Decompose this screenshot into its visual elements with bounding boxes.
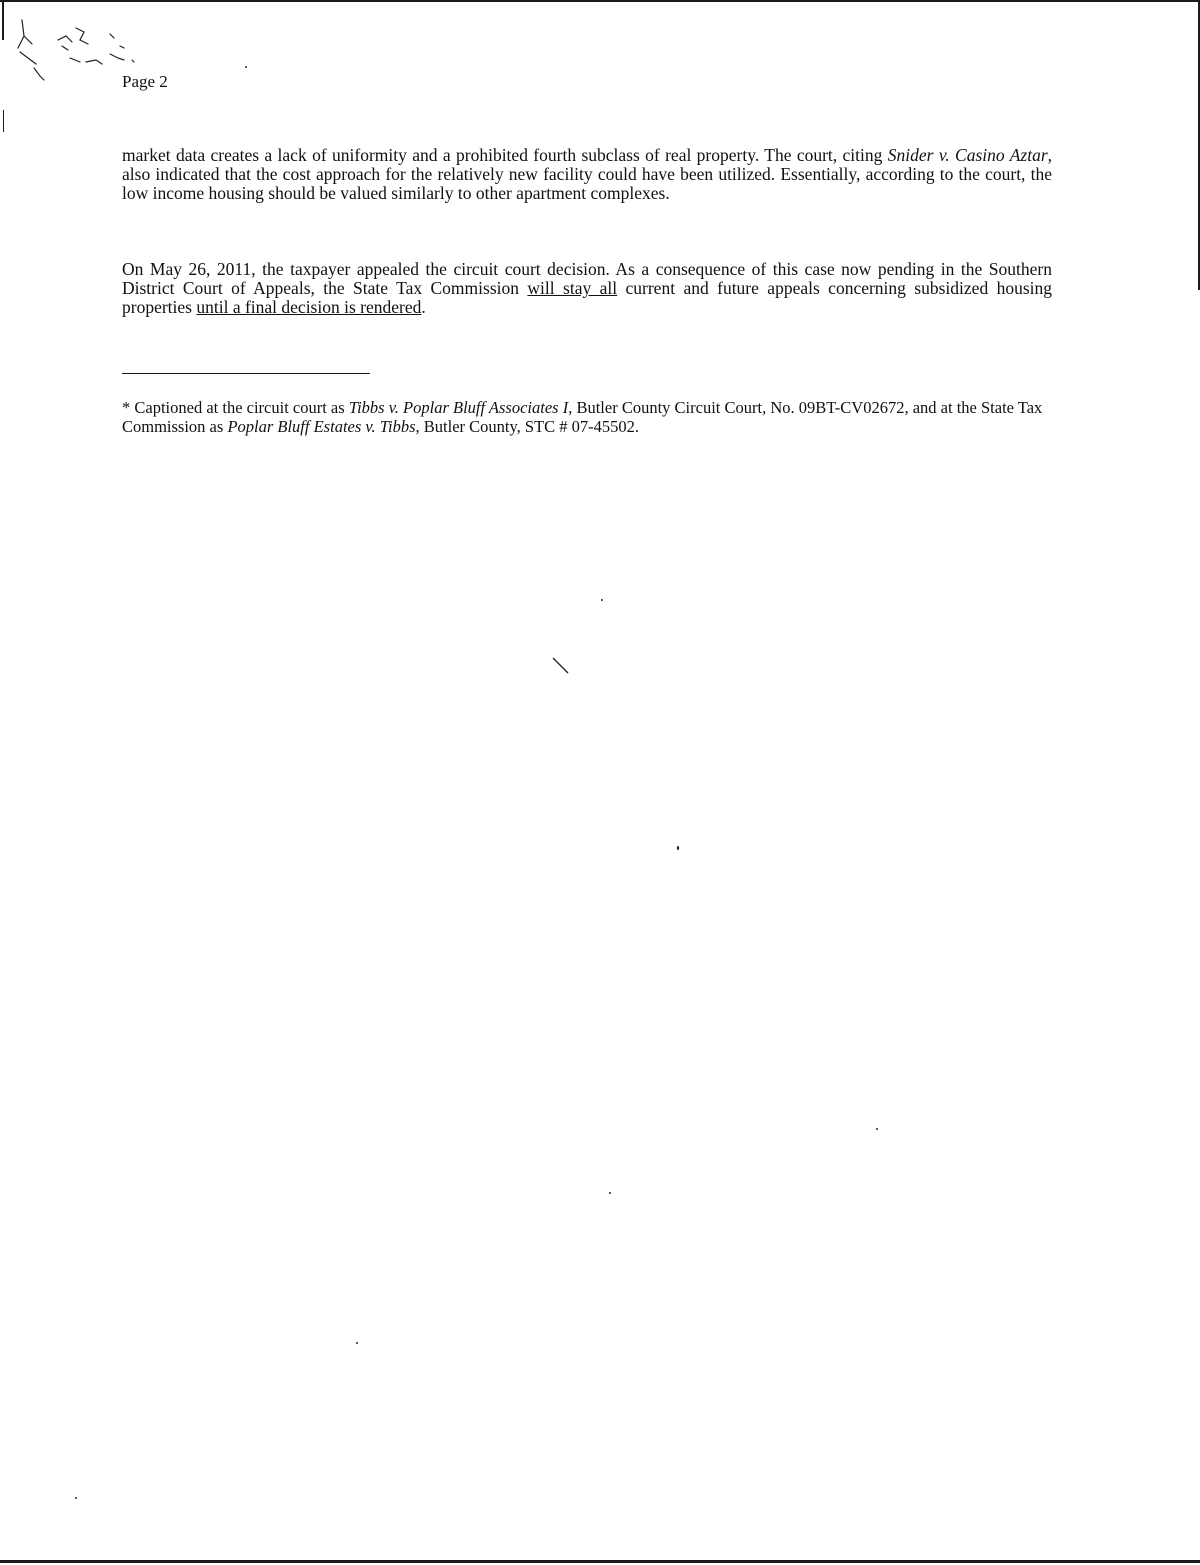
page-border-bottom [0,1560,1200,1563]
handwritten-scribble [10,18,140,118]
paragraph-2-text: On May 26, 2011, the taxpayer appealed the circuit court decision. As a consequence of this case now pending in the Southern District Court of Appeals, the State Tax Commission [122,259,1052,298]
scan-speck [876,1128,878,1130]
paragraph-1-text-rest: , also indicated that the cost approach for the relatively new facility could have been utilized. Essentially, according to the court, the low income housing should be valued similarly to other apartment complexes. [122,145,1052,203]
paragraph-2-text-end: . [421,297,426,317]
scan-speck [609,1192,611,1194]
scan-speck [601,599,603,601]
underlined-phrase-stay: will stay all [527,278,618,298]
paragraph-2 [122,260,1052,317]
footnote [122,398,1052,436]
scan-speck [245,66,247,68]
paragraph-1 [122,146,1052,203]
underlined-phrase-decision: until a final decision is rendered [196,297,422,317]
footnote-case-2: Poplar Bluff Estates v. Tibbs [227,417,416,436]
paragraph-1-text: market data creates a lack of uniformity and a prohibited fourth subclass of real property. The court, citing [122,145,888,165]
scan-speck [356,1342,358,1344]
page-number: Page 2 [122,72,168,91]
footnote-suffix: , Butler County, STC # 07-45502. [415,417,640,436]
footnote-prefix: * Captioned at the circuit court as [122,398,349,417]
footnote-middle: , Butler County Circuit Court, No. 09BT-CV02672, and at the State Tax Commission as [122,398,1043,436]
paragraph-2-text-mid: current and future appeals concerning subsidized housing properties [122,278,1053,317]
page-border-left-mark [3,110,4,132]
footnote-divider [122,373,370,374]
page-border-left [2,0,4,40]
case-citation: Snider v. Casino Aztar [887,145,1048,165]
scan-speck [75,1497,77,1499]
page-border-top [0,0,1200,2]
scan-speck [677,846,679,850]
scan-mark [552,657,570,675]
footnote-case-1: Tibbs v. Poplar Bluff Associates I [348,398,569,417]
